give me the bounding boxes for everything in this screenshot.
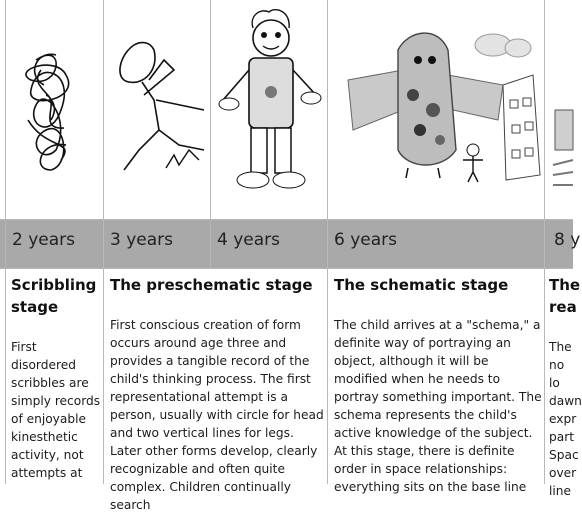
schematic-monster-drawing [328, 0, 544, 219]
stage-description: The child arrives at a "schema," a definite way of portraying an object, although it will be modified when he needs to portray something important. The schema represents the child's active knowledge of the subject. At this stage, there is definite order in space relationships: everything sits on the base line [334, 318, 542, 494]
age-label: 8 y [554, 230, 581, 250]
stage-description: First disordered scribbles are simply records of enjoyable kinesthetic activity, not attempts at [11, 340, 101, 480]
stick-figure-drawing [104, 0, 210, 219]
age-label: 6 years [334, 230, 398, 250]
column-divider [5, 0, 6, 484]
age-label: 3 years [110, 230, 174, 250]
age-label: 2 years [12, 230, 76, 250]
partial-drawing [545, 0, 573, 219]
column-divider [544, 0, 545, 484]
stage-description: First conscious creation of form occurs around age three and provides a tangible record of the child's thinking process. The first representational attempt is a person, usually with circle for head and two vertical lines for legs. Later other forms develop, clearly recognizable and often quite complex. Children continually search [110, 318, 324, 512]
column-divider [103, 0, 104, 484]
stage-title: The schematic stage [334, 276, 509, 294]
row-divider [0, 219, 573, 220]
column-divider [327, 0, 328, 484]
stage-title: Scribbling stage [11, 276, 97, 316]
row-divider [0, 268, 573, 269]
stage-description: The no lo dawn expr part Spac over line [549, 340, 582, 498]
age-label: 4 years [217, 230, 281, 250]
scribble-drawing [6, 0, 103, 219]
column-divider [210, 0, 211, 268]
stage-title: The rea [549, 276, 581, 316]
stage-title: The preschematic stage [110, 276, 313, 294]
child-figure-drawing [211, 0, 327, 219]
